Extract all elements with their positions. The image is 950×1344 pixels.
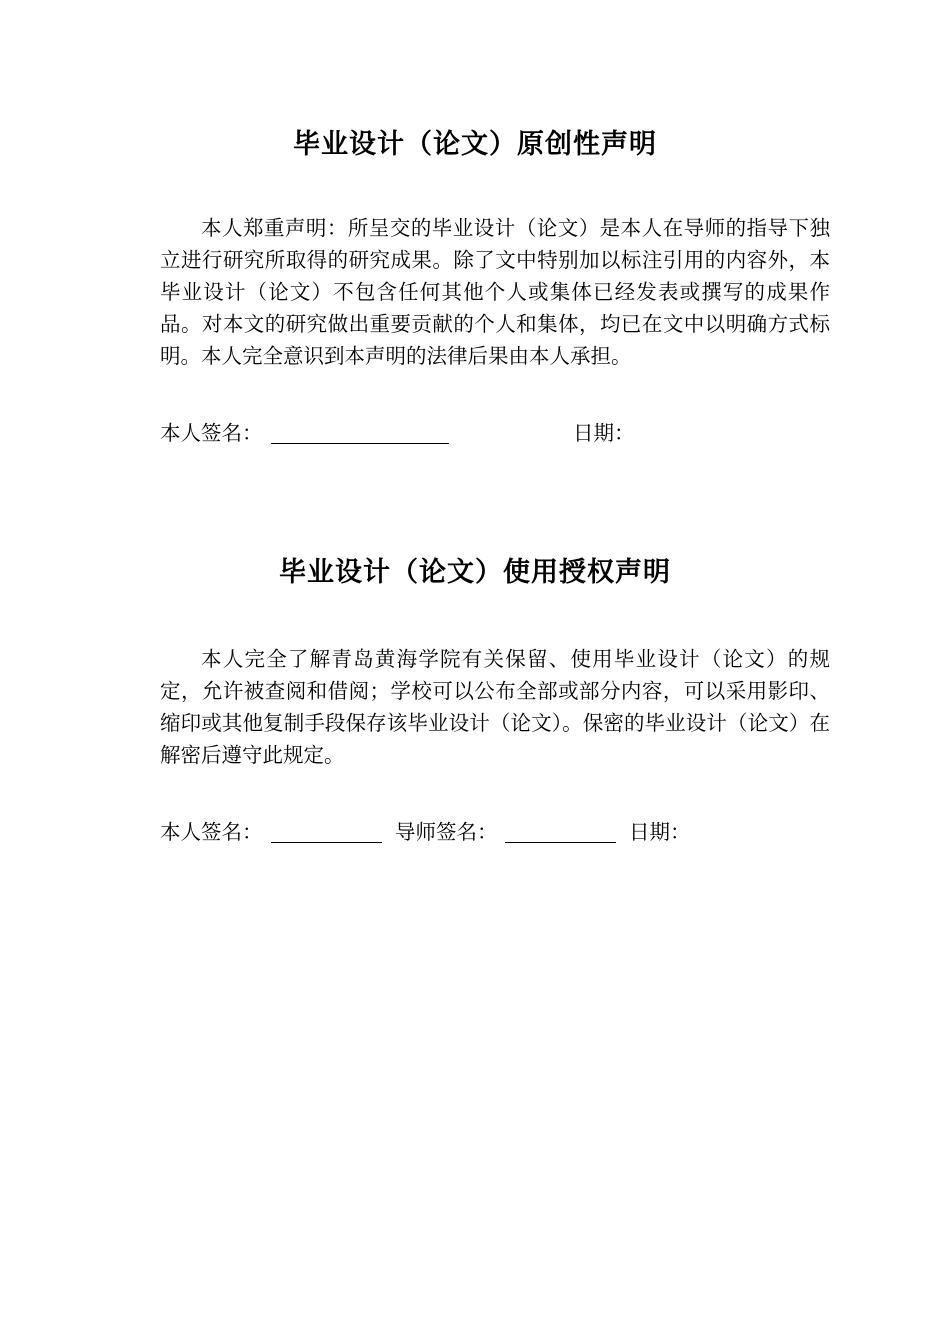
author-signature-label: 本人签名： [160,820,263,844]
date-label: 日期： [629,820,691,844]
date-label: 日期： [573,421,635,445]
advisor-signature-line[interactable] [505,842,616,843]
author-signature-label: 本人签名： [160,421,263,445]
originality-signature-row [160,417,830,449]
authorization-declaration-title: 毕业设计（论文）使用授权声明 [279,557,671,588]
authorization-declaration-text: 本人完全了解青岛黄海学院有关保留、使用毕业设计（论文）的规定，允许被查阅和借阅；学校可以公布全部或部分内容，可以采用影印、缩印或其他复制手段保存该毕业设计（论文）。保密的毕业设计（论文）在解密后遵守此规定。 [160,647,830,767]
originality-declaration-title: 毕业设计（论文）原创性声明 [293,129,657,160]
advisor-signature-label: 导师签名： [395,820,498,844]
originality-declaration-text: 本人郑重声明：所呈交的毕业设计（论文）是本人在导师的指导下独立进行研究所取得的研究成果。除了文中特别加以标注引用的内容外，本毕业设计（论文）不包含任何其他个人或集体已经发表或撰写的成果作品。对本文的研究做出重要贡献的个人和集体，均已在文中以明确方式标明。本人完全意识到本声明的法律后果由本人承担。 [160,216,830,368]
author-signature-line[interactable] [271,443,449,444]
author-signature-line[interactable] [271,842,382,843]
authorization-signature-row [160,816,830,848]
